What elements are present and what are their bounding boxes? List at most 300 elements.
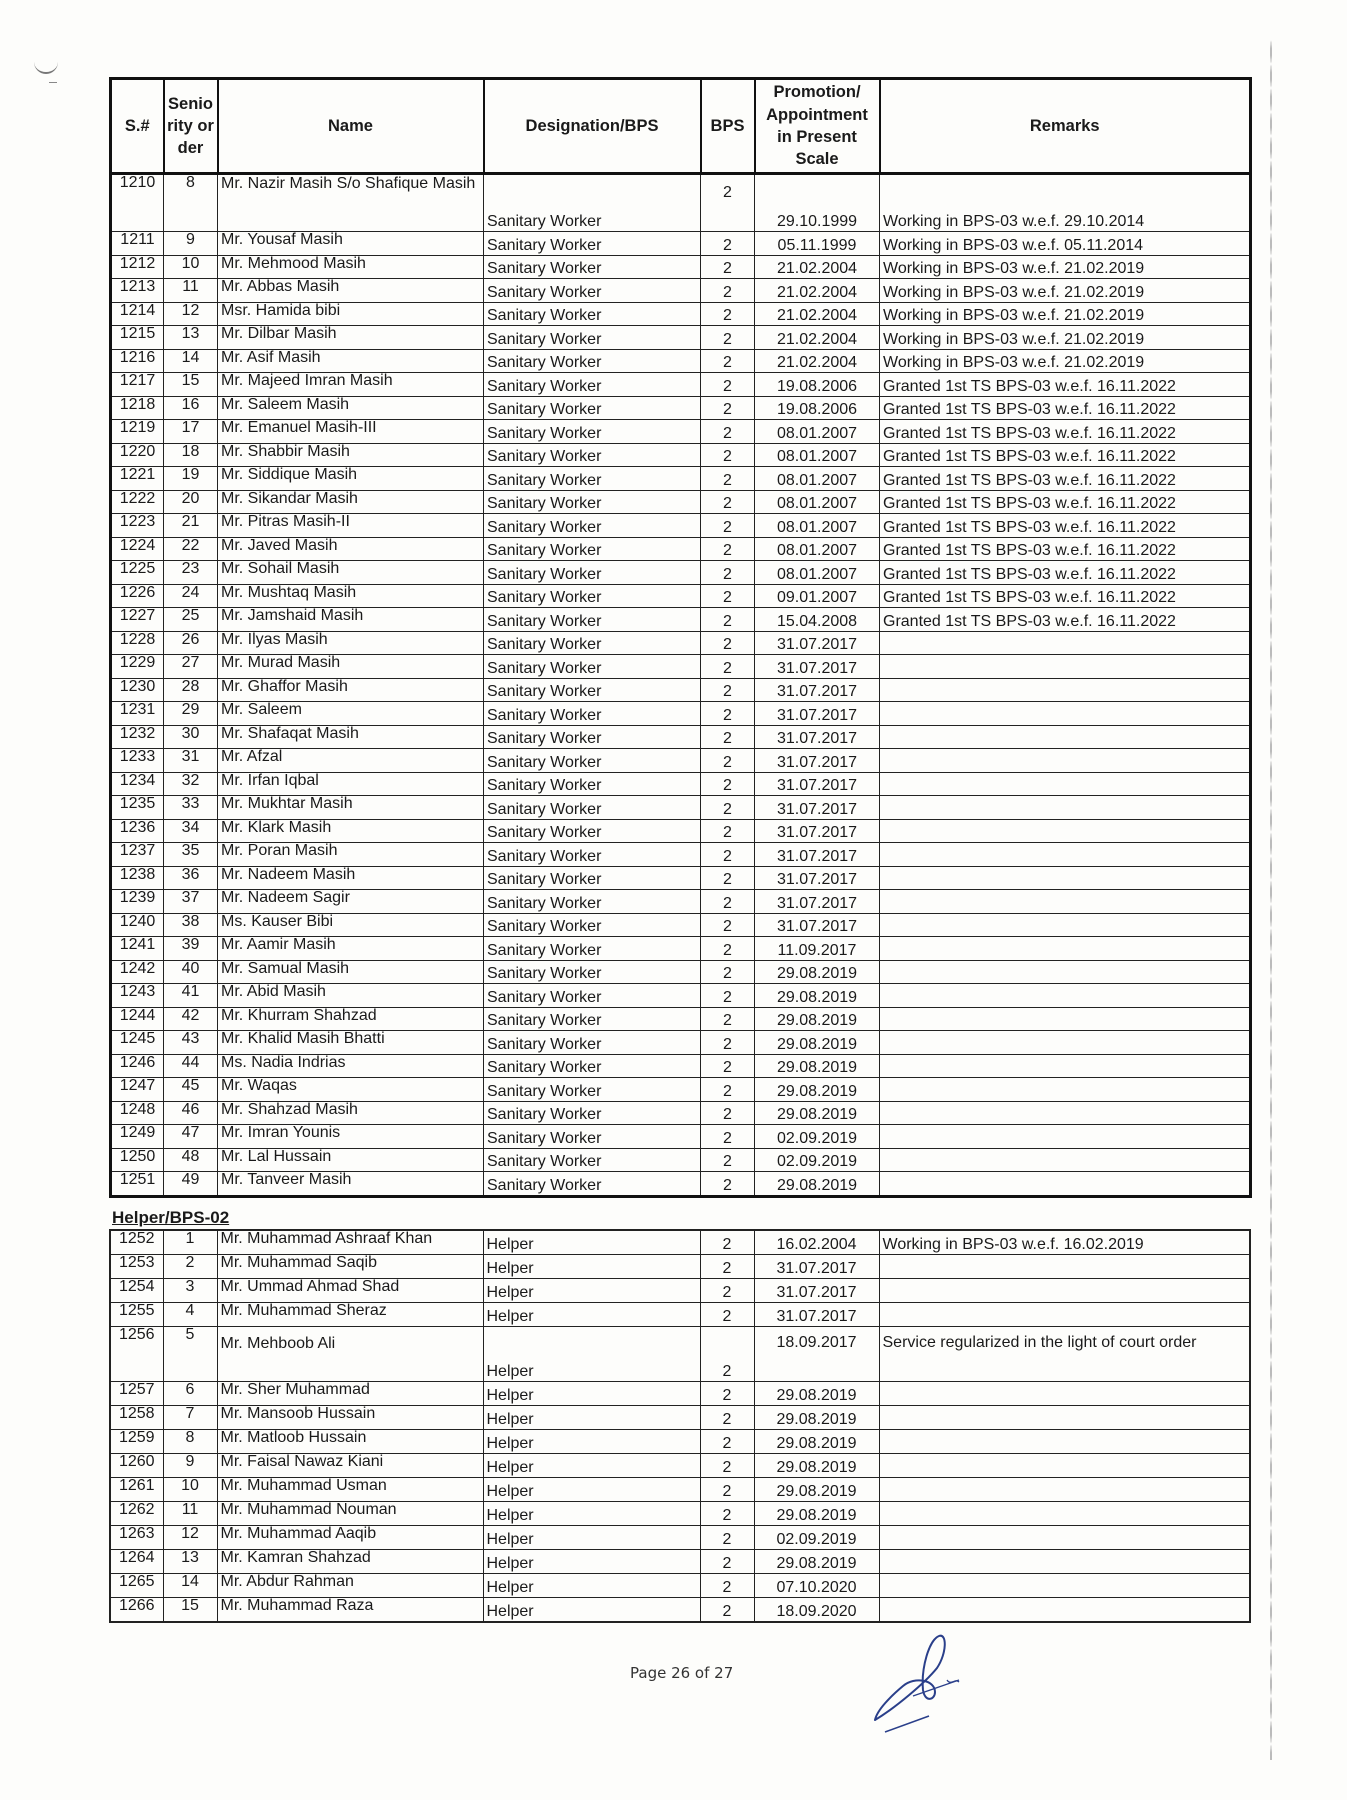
cell-name: Mr. Sohail Masih (218, 561, 484, 585)
cell-promotion-date: 05.11.1999 (755, 232, 880, 256)
cell-bps: 2 (701, 396, 755, 420)
cell-bps: 2 (701, 655, 755, 679)
cell-remarks (880, 796, 1251, 820)
cell-promotion-date: 09.01.2007 (755, 584, 880, 608)
cell-bps: 2 (700, 1279, 754, 1303)
cell-name: Mr. Khurram Shahzad (218, 1007, 484, 1031)
cell-serial: 1218 (111, 396, 164, 420)
cell-serial: 1252 (110, 1230, 163, 1255)
cell-seniority: 14 (163, 1574, 217, 1598)
cell-designation: Sanitary Worker (484, 1148, 701, 1172)
cell-bps: 2 (701, 537, 755, 561)
cell-bps: 2 (701, 420, 755, 444)
signature-underline (885, 1716, 929, 1732)
cell-serial: 1225 (111, 561, 164, 585)
cell-remarks (880, 984, 1251, 1008)
cell-remarks (879, 1574, 1250, 1598)
table-row (111, 561, 1251, 585)
cell-bps: 2 (700, 1574, 754, 1598)
cell-promotion-date: 19.08.2006 (755, 373, 880, 397)
cell-bps: 2 (700, 1550, 754, 1574)
cell-designation: Helper (483, 1255, 700, 1279)
cell-remarks: Granted 1st TS BPS-03 w.e.f. 16.11.2022 (880, 467, 1251, 491)
table-row (110, 1550, 1250, 1574)
cell-promotion-date: 29.08.2019 (754, 1430, 879, 1454)
table-row (110, 1454, 1250, 1478)
cell-promotion-date: 29.08.2019 (754, 1478, 879, 1502)
cell-serial: 1215 (111, 326, 164, 350)
cell-promotion-date: 08.01.2007 (755, 467, 880, 491)
cell-name: Mr. Nazir Masih S/o Shafique Masih (218, 174, 484, 232)
cell-seniority: 2 (163, 1255, 217, 1279)
cell-remarks (880, 702, 1251, 726)
cell-seniority: 46 (164, 1101, 218, 1125)
cell-serial: 1240 (111, 913, 164, 937)
cell-promotion-date: 31.07.2017 (755, 631, 880, 655)
cell-designation: Sanitary Worker (484, 1172, 701, 1197)
cell-designation: Sanitary Worker (484, 843, 701, 867)
cell-remarks (879, 1279, 1250, 1303)
cell-serial: 1213 (111, 279, 164, 303)
cell-serial: 1222 (111, 490, 164, 514)
cell-remarks: Working in BPS-03 w.e.f. 16.02.2019 (879, 1230, 1250, 1255)
cell-bps: 2 (700, 1454, 754, 1478)
cell-promotion-date: 21.02.2004 (755, 302, 880, 326)
cell-remarks (880, 819, 1251, 843)
cell-remarks: Working in BPS-03 w.e.f. 05.11.2014 (880, 232, 1251, 256)
cell-bps: 2 (700, 1598, 754, 1623)
cell-name: Mr. Muhammad Ashraaf Khan (217, 1230, 483, 1255)
table-row (111, 174, 1251, 232)
cell-seniority: 5 (163, 1327, 217, 1382)
cell-name: Mr. Muhammad Usman (217, 1478, 483, 1502)
cell-bps: 2 (701, 373, 755, 397)
cell-remarks: Granted 1st TS BPS-03 w.e.f. 16.11.2022 (880, 584, 1251, 608)
table-row (110, 1406, 1250, 1430)
cell-remarks: Working in BPS-03 w.e.f. 21.02.2019 (880, 279, 1251, 303)
cell-seniority: 24 (164, 584, 218, 608)
cell-bps: 2 (701, 960, 755, 984)
cell-seniority: 16 (164, 396, 218, 420)
cell-name: Mr. Aamir Masih (218, 937, 484, 961)
cell-serial: 1257 (110, 1382, 163, 1406)
cell-bps: 2 (701, 937, 755, 961)
cell-designation: Sanitary Worker (484, 490, 701, 514)
cell-promotion-date: 29.08.2019 (754, 1502, 879, 1526)
cell-remarks (880, 913, 1251, 937)
cell-name: Mr. Shabbir Masih (218, 443, 484, 467)
cell-designation: Sanitary Worker (484, 1078, 701, 1102)
cell-remarks: Working in BPS-03 w.e.f. 21.02.2019 (880, 326, 1251, 350)
cell-designation: Helper (483, 1303, 700, 1327)
cell-promotion-date: 29.08.2019 (755, 1007, 880, 1031)
cell-seniority: 9 (164, 232, 218, 256)
cell-seniority: 4 (163, 1303, 217, 1327)
col-header-name: Name (218, 79, 484, 174)
cell-bps: 2 (701, 913, 755, 937)
cell-name: Mr. Samual Masih (218, 960, 484, 984)
cell-remarks (879, 1598, 1250, 1623)
cell-serial: 1232 (111, 725, 164, 749)
cell-designation: Sanitary Worker (484, 302, 701, 326)
cell-serial: 1242 (111, 960, 164, 984)
cell-remarks (880, 1101, 1251, 1125)
cell-remarks (880, 1125, 1251, 1149)
cell-bps: 2 (701, 772, 755, 796)
table-row (111, 1007, 1251, 1031)
cell-designation: Sanitary Worker (484, 960, 701, 984)
cell-seniority: 27 (164, 655, 218, 679)
cell-seniority: 6 (163, 1382, 217, 1406)
cell-name: Mr. Imran Younis (218, 1125, 484, 1149)
cell-bps: 2 (701, 584, 755, 608)
table-row (111, 749, 1251, 773)
cell-designation: Sanitary Worker (484, 655, 701, 679)
cell-designation: Helper (483, 1478, 700, 1502)
cell-seniority: 21 (164, 514, 218, 538)
cell-serial: 1233 (111, 749, 164, 773)
cell-promotion-date: 31.07.2017 (754, 1303, 879, 1327)
table-row (111, 1078, 1251, 1102)
cell-bps: 2 (701, 1031, 755, 1055)
cell-seniority: 10 (163, 1478, 217, 1502)
cell-bps: 2 (701, 232, 755, 256)
table-row (111, 349, 1251, 373)
cell-designation: Sanitary Worker (484, 467, 701, 491)
cell-designation: Sanitary Worker (484, 326, 701, 350)
cell-promotion-date: 29.08.2019 (755, 1078, 880, 1102)
cell-name: Mr. Asif Masih (218, 349, 484, 373)
cell-serial: 1237 (111, 843, 164, 867)
cell-bps: 2 (701, 1054, 755, 1078)
cell-remarks (879, 1526, 1250, 1550)
cell-serial: 1266 (110, 1598, 163, 1623)
cell-promotion-date: 16.02.2004 (754, 1230, 879, 1255)
cell-serial: 1234 (111, 772, 164, 796)
cell-serial: 1238 (111, 866, 164, 890)
cell-promotion-date: 29.10.1999 (755, 174, 880, 232)
cell-name: Mr. Waqas (218, 1078, 484, 1102)
cell-promotion-date: 29.08.2019 (754, 1382, 879, 1406)
scan-mark (34, 62, 58, 74)
cell-seniority: 39 (164, 937, 218, 961)
table-row (111, 467, 1251, 491)
cell-name: Mr. Muhammad Nouman (217, 1502, 483, 1526)
table-row (111, 302, 1251, 326)
cell-seniority: 45 (164, 1078, 218, 1102)
table-header-row (111, 79, 1251, 174)
cell-seniority: 38 (164, 913, 218, 937)
cell-name: Mr. Muhammad Raza (217, 1598, 483, 1623)
table-row (111, 326, 1251, 350)
cell-remarks (879, 1303, 1250, 1327)
table-row (110, 1430, 1250, 1454)
cell-remarks: Granted 1st TS BPS-03 w.e.f. 16.11.2022 (880, 514, 1251, 538)
cell-seniority: 29 (164, 702, 218, 726)
col-header-designation: Designation/BPS (484, 79, 701, 174)
cell-promotion-date: 21.02.2004 (755, 326, 880, 350)
cell-remarks: Working in BPS-03 w.e.f. 21.02.2019 (880, 349, 1251, 373)
cell-seniority: 25 (164, 608, 218, 632)
cell-serial: 1254 (110, 1279, 163, 1303)
cell-seniority: 35 (164, 843, 218, 867)
cell-seniority: 22 (164, 537, 218, 561)
cell-name: Mr. Poran Masih (218, 843, 484, 867)
cell-name: Mr. Pitras Masih-II (218, 514, 484, 538)
cell-promotion-date: 31.07.2017 (755, 913, 880, 937)
cell-serial: 1250 (111, 1148, 164, 1172)
cell-remarks (879, 1454, 1250, 1478)
cell-bps: 2 (701, 443, 755, 467)
col-header-promotion-date: Promotion/ Appointment in Present Scale (755, 79, 880, 174)
cell-seniority: 11 (163, 1502, 217, 1526)
table-row (111, 843, 1251, 867)
cell-bps: 2 (700, 1255, 754, 1279)
cell-designation: Helper (483, 1382, 700, 1406)
col-header-seniority: Senio rity order (164, 79, 218, 174)
cell-serial: 1248 (111, 1101, 164, 1125)
cell-promotion-date: 29.08.2019 (755, 960, 880, 984)
cell-promotion-date: 02.09.2019 (754, 1526, 879, 1550)
scan-mark (49, 82, 57, 83)
cell-promotion-date: 31.07.2017 (755, 725, 880, 749)
cell-name: Mr. Majeed Imran Masih (218, 373, 484, 397)
cell-name: Mr. Saleem Masih (218, 396, 484, 420)
cell-name: Mr. Mehboob Ali (217, 1327, 483, 1382)
table-row (110, 1382, 1250, 1406)
cell-serial: 1244 (111, 1007, 164, 1031)
cell-name: Mr. Yousaf Masih (218, 232, 484, 256)
cell-serial: 1212 (111, 255, 164, 279)
table-row (111, 655, 1251, 679)
table-row (111, 232, 1251, 256)
table-row (110, 1526, 1250, 1550)
cell-seniority: 23 (164, 561, 218, 585)
col-header-remarks: Remarks (880, 79, 1251, 174)
cell-designation: Sanitary Worker (484, 937, 701, 961)
cell-serial: 1241 (111, 937, 164, 961)
cell-designation: Sanitary Worker (484, 349, 701, 373)
cell-bps: 2 (701, 514, 755, 538)
cell-bps: 2 (701, 678, 755, 702)
cell-name: Msr. Hamida bibi (218, 302, 484, 326)
table-row (111, 584, 1251, 608)
cell-designation: Helper (483, 1279, 700, 1303)
cell-seniority: 14 (164, 349, 218, 373)
helper-table-body (110, 1230, 1250, 1622)
cell-name: Mr. Saleem (218, 702, 484, 726)
cell-name: Mr. Shafaqat Masih (218, 725, 484, 749)
cell-promotion-date: 29.08.2019 (754, 1454, 879, 1478)
cell-seniority: 30 (164, 725, 218, 749)
cell-name: Mr. Mushtaq Masih (218, 584, 484, 608)
cell-seniority: 12 (164, 302, 218, 326)
cell-bps: 2 (701, 749, 755, 773)
sanitary-worker-table (109, 77, 1252, 1198)
cell-serial: 1262 (110, 1502, 163, 1526)
cell-seniority: 47 (164, 1125, 218, 1149)
cell-serial: 1221 (111, 467, 164, 491)
cell-designation: Sanitary Worker (484, 608, 701, 632)
cell-remarks (880, 1172, 1251, 1197)
cell-designation: Sanitary Worker (484, 772, 701, 796)
cell-promotion-date: 08.01.2007 (755, 514, 880, 538)
cell-seniority: 37 (164, 890, 218, 914)
cell-name: Mr. Javed Masih (218, 537, 484, 561)
col-header-bps: BPS (701, 79, 755, 174)
cell-bps: 2 (700, 1478, 754, 1502)
cell-seniority: 7 (163, 1406, 217, 1430)
cell-seniority: 28 (164, 678, 218, 702)
cell-serial: 1211 (111, 232, 164, 256)
cell-seniority: 10 (164, 255, 218, 279)
cell-designation: Sanitary Worker (484, 749, 701, 773)
cell-serial: 1245 (111, 1031, 164, 1055)
cell-promotion-date: 21.02.2004 (755, 279, 880, 303)
table-row (111, 537, 1251, 561)
table-row (110, 1327, 1250, 1382)
table-row (110, 1255, 1250, 1279)
cell-promotion-date: 31.07.2017 (755, 702, 880, 726)
cell-serial: 1259 (110, 1430, 163, 1454)
cell-serial: 1246 (111, 1054, 164, 1078)
cell-serial: 1236 (111, 819, 164, 843)
cell-seniority: 20 (164, 490, 218, 514)
cell-bps: 2 (701, 326, 755, 350)
cell-designation: Sanitary Worker (484, 1054, 701, 1078)
cell-bps: 2 (701, 467, 755, 491)
cell-name: Mr. Khalid Masih Bhatti (218, 1031, 484, 1055)
cell-remarks: Service regularized in the light of court order (879, 1327, 1250, 1382)
cell-serial: 1239 (111, 890, 164, 914)
cell-name: Mr. Shahzad Masih (218, 1101, 484, 1125)
cell-bps: 2 (701, 490, 755, 514)
cell-designation: Sanitary Worker (484, 984, 701, 1008)
table-row (111, 420, 1251, 444)
cell-bps: 2 (701, 796, 755, 820)
cell-remarks (880, 678, 1251, 702)
cell-bps: 2 (701, 255, 755, 279)
cell-serial: 1251 (111, 1172, 164, 1197)
cell-serial: 1226 (111, 584, 164, 608)
cell-remarks: Granted 1st TS BPS-03 w.e.f. 16.11.2022 (880, 420, 1251, 444)
table-row (111, 396, 1251, 420)
cell-serial: 1224 (111, 537, 164, 561)
cell-designation: Sanitary Worker (484, 1125, 701, 1149)
cell-bps: 2 (700, 1526, 754, 1550)
cell-name: Mr. Tanveer Masih (218, 1172, 484, 1197)
cell-name: Mr. Jamshaid Masih (218, 608, 484, 632)
cell-promotion-date: 11.09.2017 (755, 937, 880, 961)
cell-seniority: 8 (164, 174, 218, 232)
cell-bps: 2 (700, 1406, 754, 1430)
cell-seniority: 41 (164, 984, 218, 1008)
cell-remarks: Granted 1st TS BPS-03 w.e.f. 16.11.2022 (880, 443, 1251, 467)
cell-serial: 1216 (111, 349, 164, 373)
cell-seniority: 19 (164, 467, 218, 491)
cell-name: Mr. Nadeem Sagir (218, 890, 484, 914)
cell-seniority: 44 (164, 1054, 218, 1078)
cell-designation: Sanitary Worker (484, 725, 701, 749)
table-row (111, 913, 1251, 937)
cell-bps: 2 (701, 984, 755, 1008)
cell-serial: 1264 (110, 1550, 163, 1574)
cell-serial: 1220 (111, 443, 164, 467)
cell-seniority: 12 (163, 1526, 217, 1550)
cell-designation: Sanitary Worker (484, 420, 701, 444)
table-row (111, 796, 1251, 820)
cell-name: Mr. Abdur Rahman (217, 1574, 483, 1598)
cell-designation: Sanitary Worker (484, 443, 701, 467)
cell-promotion-date: 31.07.2017 (755, 655, 880, 679)
cell-seniority: 43 (164, 1031, 218, 1055)
cell-promotion-date: 31.07.2017 (754, 1255, 879, 1279)
cell-remarks (880, 960, 1251, 984)
cell-bps: 2 (701, 1125, 755, 1149)
cell-name: Mr. Ghaffor Masih (218, 678, 484, 702)
cell-promotion-date: 31.07.2017 (755, 772, 880, 796)
cell-promotion-date: 02.09.2019 (755, 1148, 880, 1172)
cell-remarks (880, 631, 1251, 655)
cell-promotion-date: 08.01.2007 (755, 420, 880, 444)
cell-name: Mr. Lal Hussain (218, 1148, 484, 1172)
cell-designation: Sanitary Worker (484, 678, 701, 702)
cell-promotion-date: 21.02.2004 (755, 349, 880, 373)
table-row (111, 279, 1251, 303)
table-row (110, 1478, 1250, 1502)
table-row (110, 1598, 1250, 1623)
cell-bps: 2 (700, 1382, 754, 1406)
cell-promotion-date: 31.07.2017 (755, 819, 880, 843)
cell-serial: 1229 (111, 655, 164, 679)
cell-name: Mr. Sher Muhammad (217, 1382, 483, 1406)
cell-bps: 2 (701, 349, 755, 373)
cell-name: Mr. Murad Masih (218, 655, 484, 679)
cell-promotion-date: 29.08.2019 (755, 1054, 880, 1078)
cell-promotion-date: 31.07.2017 (755, 796, 880, 820)
table-row (111, 1031, 1251, 1055)
cell-promotion-date: 31.07.2017 (755, 678, 880, 702)
cell-remarks (880, 1148, 1251, 1172)
cell-bps: 2 (701, 174, 755, 232)
cell-remarks (880, 1054, 1251, 1078)
cell-name: Mr. Muhammad Saqib (217, 1255, 483, 1279)
cell-designation: Sanitary Worker (484, 279, 701, 303)
cell-remarks: Granted 1st TS BPS-03 w.e.f. 16.11.2022 (880, 608, 1251, 632)
table-row (111, 255, 1251, 279)
cell-serial: 1255 (110, 1303, 163, 1327)
table-row (110, 1279, 1250, 1303)
table-row (111, 1148, 1251, 1172)
cell-designation: Sanitary Worker (484, 890, 701, 914)
col-header-serial: S.# (111, 79, 164, 174)
cell-promotion-date: 08.01.2007 (755, 537, 880, 561)
cell-bps: 2 (701, 561, 755, 585)
cell-seniority: 9 (163, 1454, 217, 1478)
cell-designation: Helper (483, 1598, 700, 1623)
cell-name: Mr. Abbas Masih (218, 279, 484, 303)
cell-designation: Sanitary Worker (484, 537, 701, 561)
cell-bps: 2 (701, 1148, 755, 1172)
cell-bps: 2 (701, 1172, 755, 1197)
cell-seniority: 42 (164, 1007, 218, 1031)
cell-remarks (880, 1007, 1251, 1031)
cell-designation: Helper (483, 1430, 700, 1454)
cell-designation: Sanitary Worker (484, 174, 701, 232)
cell-bps: 2 (701, 890, 755, 914)
cell-name: Mr. Abid Masih (218, 984, 484, 1008)
cell-seniority: 32 (164, 772, 218, 796)
